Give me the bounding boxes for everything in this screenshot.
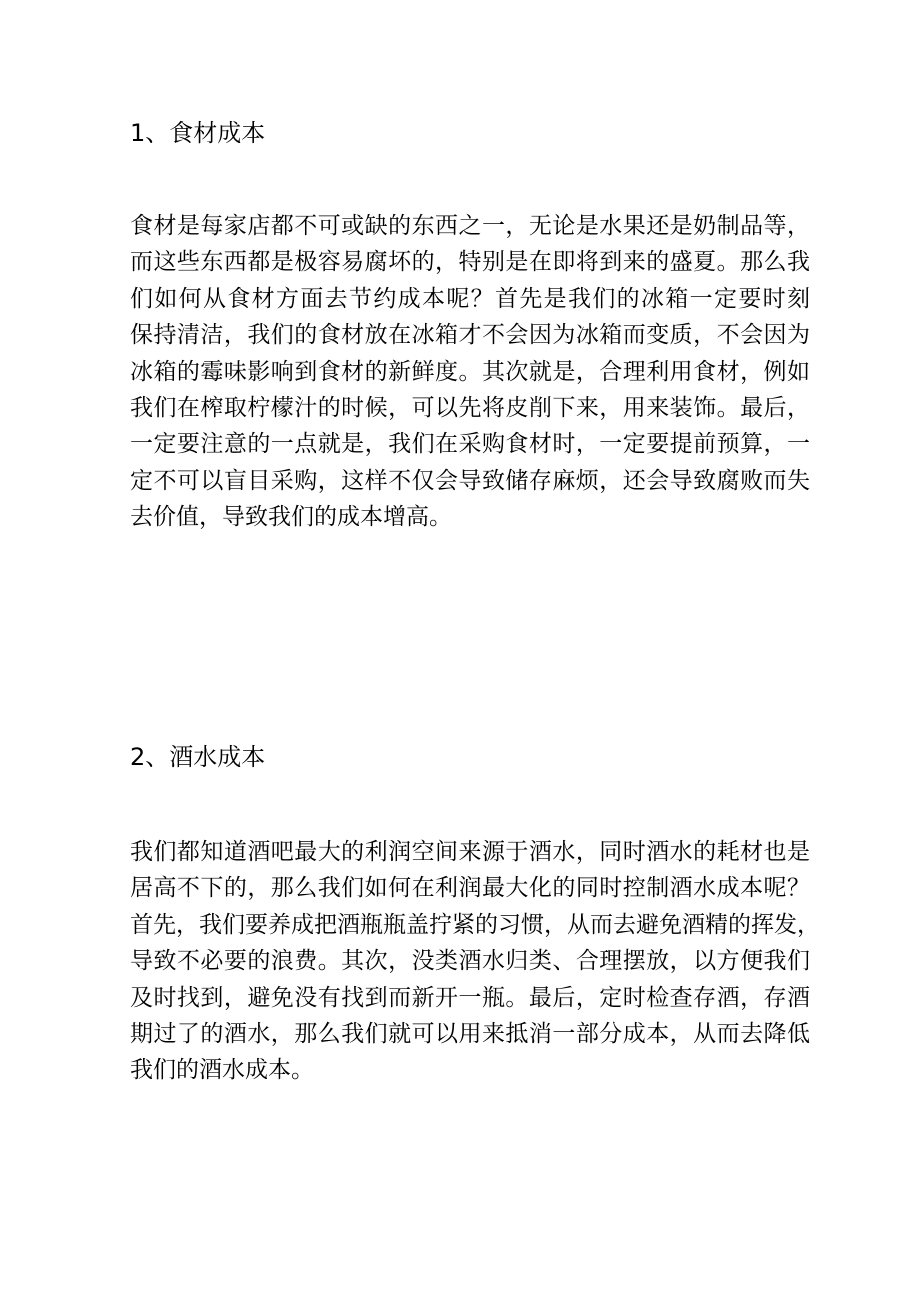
paragraph-line: 期过了的酒水，那么我们就可以用来抵消一部分成本，从而去降低 xyxy=(130,1020,810,1047)
paragraph-line: 保持清洁，我们的食材放在冰箱才不会因为冰箱而变质，不会因为 xyxy=(130,322,810,349)
paragraph-line: 冰箱的霉味影响到食材的新鲜度。其次就是，合理利用食材，例如 xyxy=(130,358,810,385)
paragraph-line: 一定要注意的一点就是，我们在采购食材时，一定要提前预算，一 xyxy=(130,431,810,458)
paragraph-line: 们如何从食材方面去节约成本呢？首先是我们的冰箱一定要时刻 xyxy=(130,285,810,312)
paragraph-drink-cost xyxy=(130,834,820,1089)
paragraph-line: 导致不必要的浪费。其次，没类酒水归类、合理摆放，以方便我们 xyxy=(130,948,810,975)
paragraph-line: 我们在榨取柠檬汁的时候，可以先将皮削下来，用来装饰。最后， xyxy=(130,394,810,421)
paragraph-line: 居高不下的，那么我们如何在利润最大化的同时控制酒水成本呢？ xyxy=(130,875,810,902)
paragraph-food-cost xyxy=(130,208,810,536)
section-heading-food-cost: 1、食材成本 xyxy=(130,119,266,147)
paragraph-line: 去价值，导致我们的成本增高。 xyxy=(130,504,452,531)
section-heading-drink-cost: 2、酒水成本 xyxy=(130,743,266,771)
paragraph-line: 及时找到，避免没有找到而新开一瓶。最后，定时检查存酒，存酒 xyxy=(130,984,810,1011)
paragraph-line: 而这些东西都是极容易腐坏的，特别是在即将到来的盛夏。那么我 xyxy=(130,249,810,276)
paragraph-line: 食材是每家店都不可或缺的东西之一，无论是水果还是奶制品等， xyxy=(130,213,810,239)
paragraph-line: 我们的酒水成本。 xyxy=(130,1057,314,1084)
paragraph-line: 定不可以盲目采购，这样不仅会导致储存麻烦，还会导致腐败而失 xyxy=(130,467,810,494)
paragraph-line: 我们都知道酒吧最大的利润空间来源于酒水，同时酒水的耗材也是 xyxy=(130,839,810,865)
paragraph-line: 首先，我们要养成把酒瓶瓶盖拧紧的习惯，从而去避免酒精的挥发， xyxy=(130,911,820,938)
